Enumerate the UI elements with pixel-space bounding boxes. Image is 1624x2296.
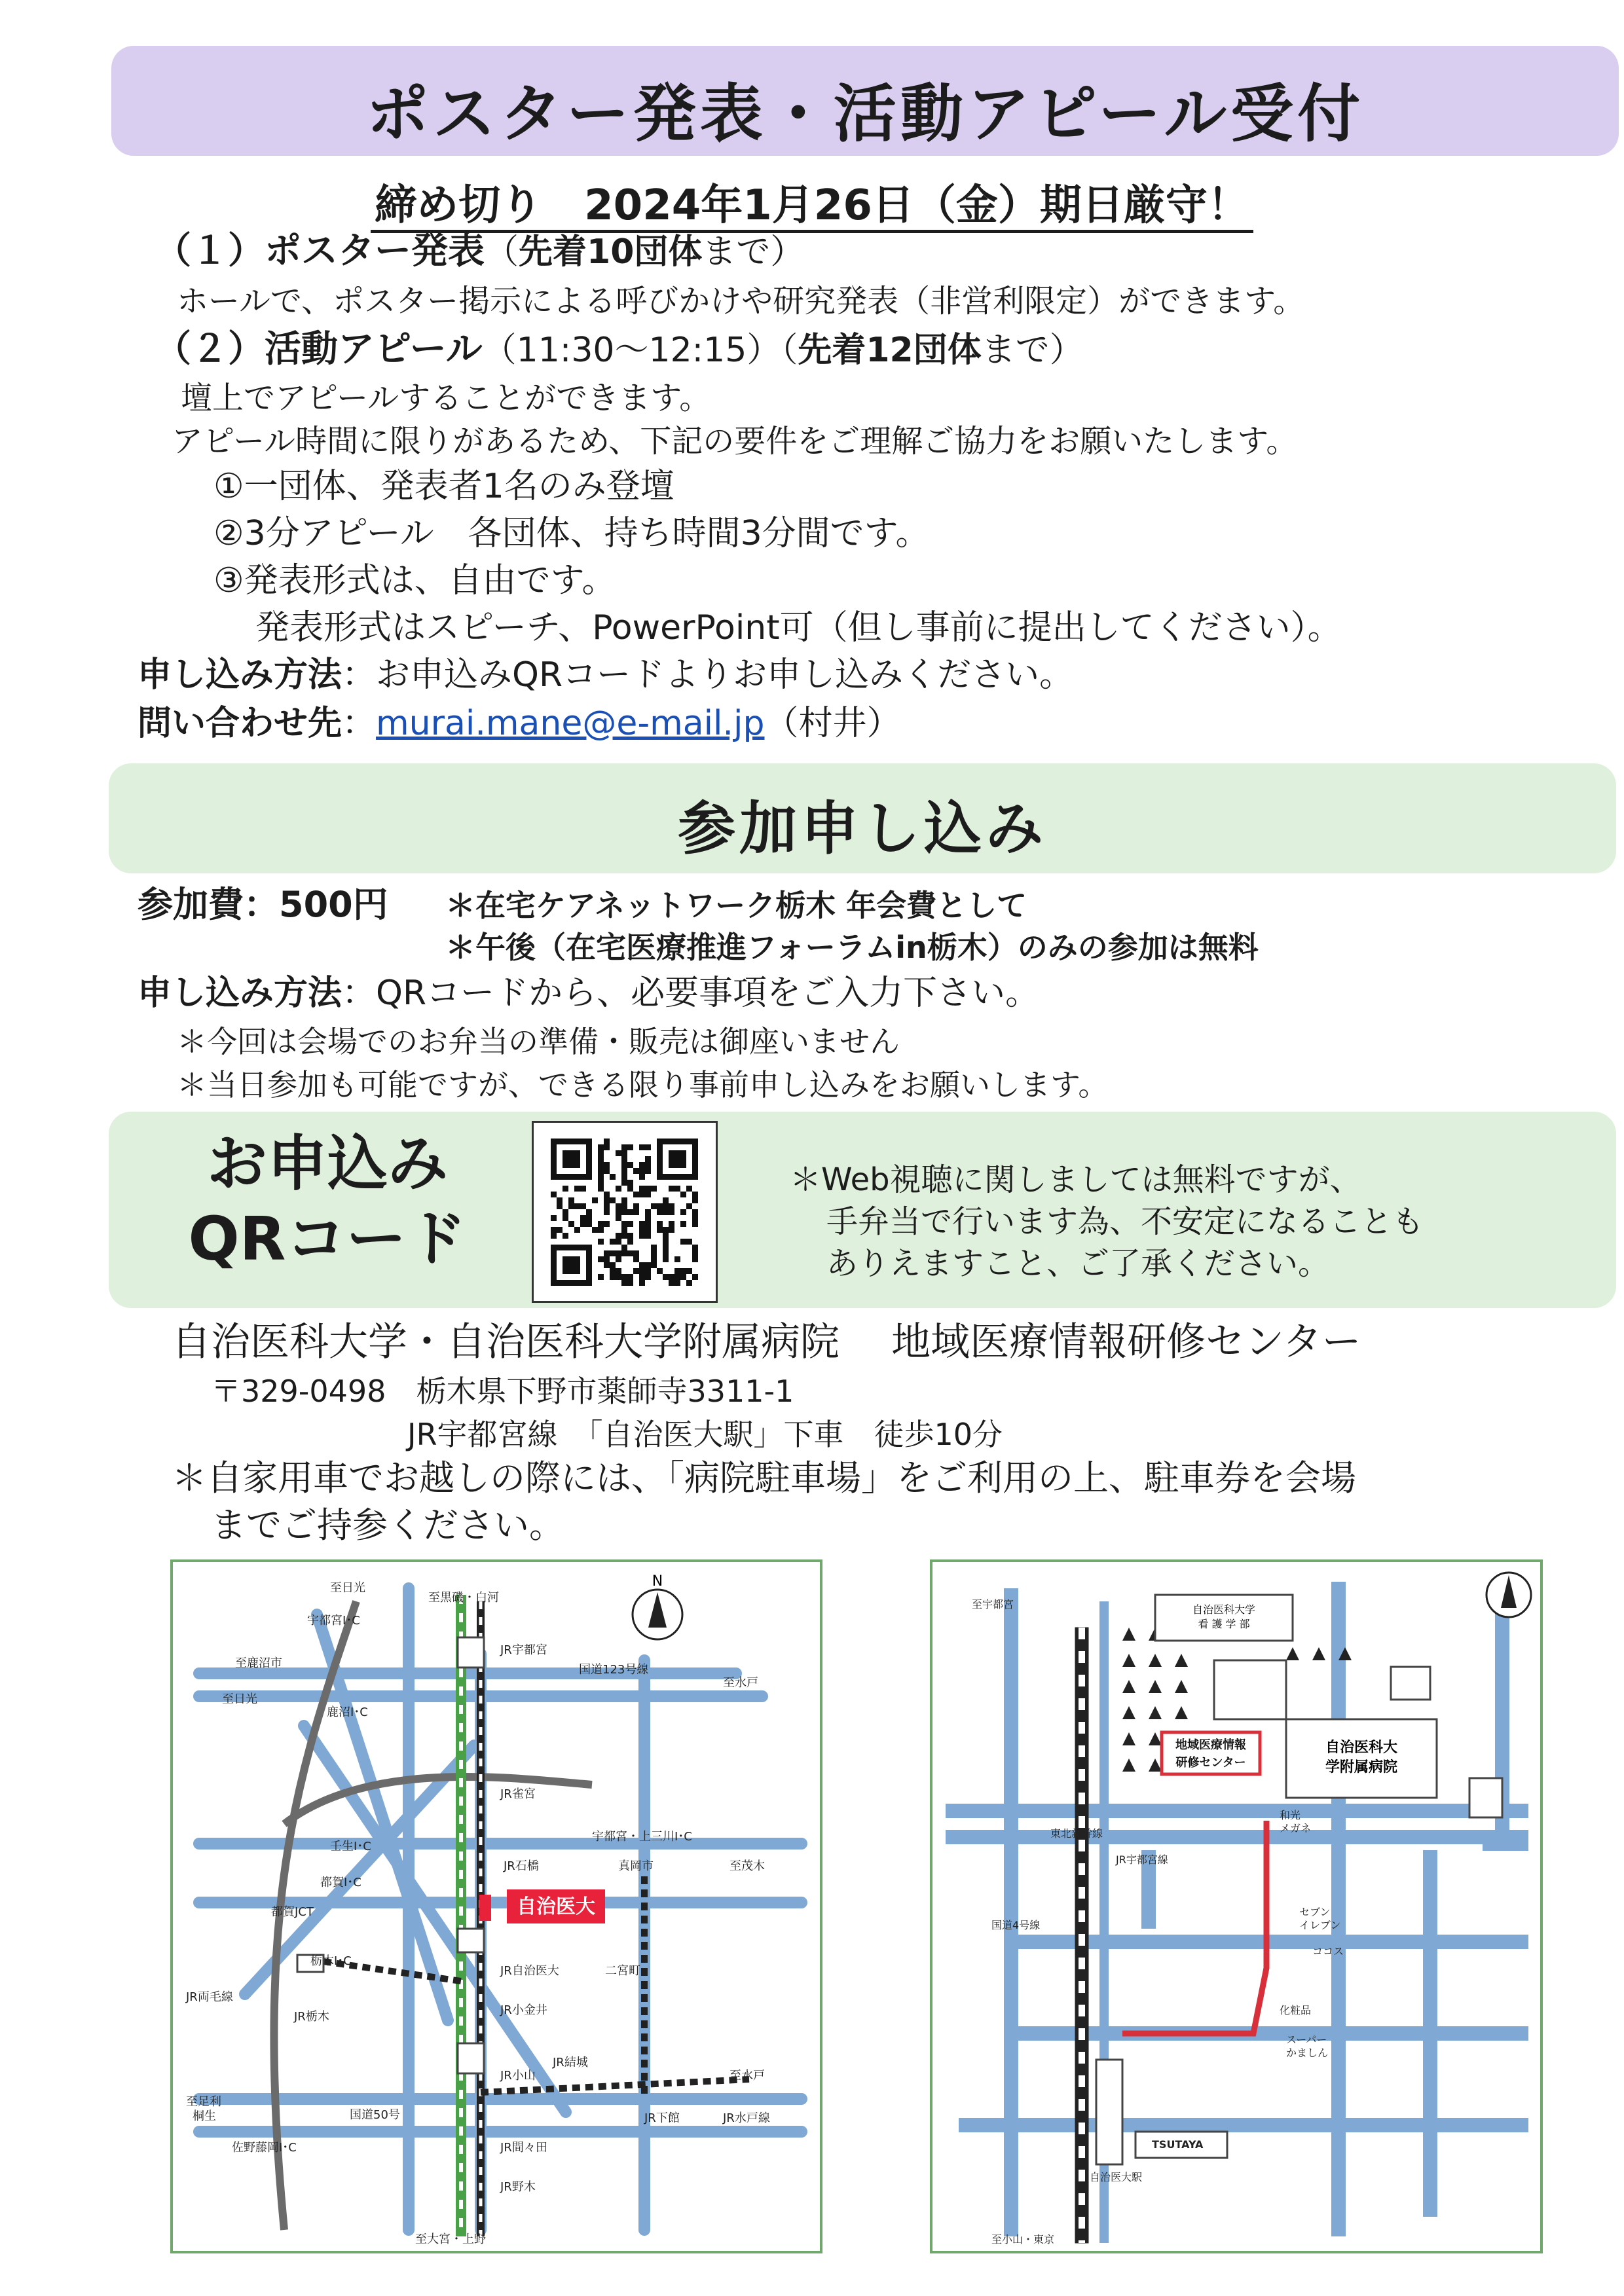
- svg-text:JR宇都宮線: JR宇都宮線: [1116, 1853, 1168, 1866]
- fee-label: 参加費：500円: [138, 884, 388, 925]
- svg-text:至宇都宮: 至宇都宮: [972, 1598, 1014, 1611]
- venue-name: 自治医科大学・自治医科大学附属病院 地域医療情報研修センター: [172, 1319, 1361, 1365]
- web-note-2: 手弁当で行います為、不安定になることも: [826, 1203, 1424, 1240]
- item1-heading-line: （１）ポスター発表（先着10団体まで）: [155, 230, 805, 272]
- svg-text:至水戸: 至水戸: [723, 1676, 758, 1690]
- svg-text:看 護 学 部: 看 護 学 部: [1198, 1618, 1250, 1630]
- svg-text:至水戸: 至水戸: [729, 2069, 765, 2083]
- requirement-1: ①一団体、発表者1名のみ登壇: [213, 467, 674, 506]
- deadline-notice: 締め切り 2024年1月26日（金）期日厳守！: [0, 172, 1624, 232]
- svg-text:セブン: セブン: [1299, 1906, 1331, 1918]
- registration-apply-line: 申し込み方法：QRコードから、必要事項をご入力下さい。: [138, 974, 1040, 1013]
- item2-heading-line: （２）活動アピール（11:30～12:15）（先着12団体まで）: [155, 328, 1084, 371]
- poster-section-banner: [111, 46, 1619, 156]
- regional-access-map: [170, 1559, 822, 2253]
- svg-text:至鹿沼市: 至鹿沼市: [235, 1656, 282, 1670]
- svg-text:国道123号線: 国道123号線: [579, 1663, 649, 1677]
- requirement-3: ③発表形式は、自由です。: [213, 561, 616, 600]
- svg-text:壬生I･C: 壬生I･C: [330, 1840, 371, 1853]
- parking-note-1: ＊自家用車でお越しの際には、「病院駐車場」をご利用の上、駐車券を会場: [172, 1457, 1356, 1499]
- svg-text:和光: 和光: [1280, 1809, 1301, 1821]
- svg-text:自治医科大: 自治医科大: [1325, 1740, 1398, 1756]
- fee-note-1: ＊在宅ケアネットワーク栃木 年会費として: [445, 888, 1027, 923]
- svg-text:真岡市: 真岡市: [618, 1859, 654, 1873]
- contact-line: 問い合わせ先：murai.mane@e-mail.jp（村井）: [138, 704, 901, 743]
- svg-text:二宮町: 二宮町: [605, 1964, 640, 1978]
- registration-note-2: ＊当日参加も可能ですが、できる限り事前申し込みをお願いします。: [177, 1067, 1109, 1102]
- svg-text:至黒磯・白河: 至黒磯・白河: [428, 1591, 499, 1605]
- svg-text:都賀JCT: 都賀JCT: [271, 1905, 314, 1919]
- map1-destination-label: 自治医大: [517, 1895, 595, 1918]
- svg-text:研修センター: 研修センター: [1175, 1756, 1246, 1770]
- svg-text:至小山・東京: 至小山・東京: [991, 2233, 1055, 2246]
- svg-text:国道50号: 国道50号: [350, 2108, 400, 2122]
- registration-section-banner: [109, 763, 1616, 873]
- svg-text:かましん: かましん: [1286, 2047, 1329, 2059]
- svg-text:都賀I･C: 都賀I･C: [320, 1876, 361, 1889]
- svg-text:至茂木: 至茂木: [729, 1859, 765, 1873]
- svg-text:N: N: [652, 1573, 663, 1590]
- svg-text:至日光: 至日光: [222, 1692, 257, 1706]
- poster-apply-line: 申し込み方法：お申込みQRコードよりお申し込みください。: [138, 655, 1074, 695]
- requirement-3-detail: 発表形式はスピーチ、PowerPoint可（但し事前に提出してください）。: [255, 608, 1342, 647]
- venue-access: JR宇都宮線 「自治医大駅」下車 徒歩10分: [407, 1417, 1003, 1452]
- svg-text:至足利: 至足利: [186, 2095, 221, 2109]
- svg-text:JR雀宮: JR雀宮: [500, 1787, 536, 1801]
- parking-note-2: までご持参ください。: [211, 1504, 564, 1546]
- svg-text:学附属病院: 学附属病院: [1325, 1759, 1398, 1776]
- svg-text:鹿沼I･C: 鹿沼I･C: [327, 1705, 368, 1719]
- svg-text:JR小金井: JR小金井: [500, 2003, 547, 2017]
- svg-text:桐生: 桐生: [193, 2109, 216, 2123]
- qr-label: お申込み QRコード: [188, 1129, 467, 1274]
- svg-text:佐野藤岡I･C: 佐野藤岡I･C: [232, 2141, 297, 2155]
- svg-text:スーパー: スーパー: [1286, 2033, 1327, 2046]
- svg-text:地域医療情報: 地域医療情報: [1175, 1738, 1246, 1752]
- svg-text:JR自治医大: JR自治医大: [500, 1964, 559, 1978]
- svg-text:ココス: ココス: [1312, 1945, 1344, 1958]
- svg-text:JR小山: JR小山: [500, 2069, 536, 2083]
- svg-text:JR野木: JR野木: [500, 2180, 536, 2194]
- svg-text:JR宇都宮: JR宇都宮: [500, 1643, 547, 1657]
- contact-email-link[interactable]: murai.mane@e-mail.jp: [376, 704, 765, 743]
- item2-body1: 壇上でアピールすることができます。: [181, 380, 711, 416]
- svg-text:JR両毛線: JR両毛線: [186, 1990, 233, 2004]
- svg-text:イレブン: イレブン: [1299, 1919, 1341, 1931]
- svg-text:至日光: 至日光: [330, 1581, 365, 1595]
- svg-text:東北新幹線: 東北新幹線: [1050, 1827, 1103, 1840]
- svg-text:自治医大駅: 自治医大駅: [1090, 2171, 1143, 2183]
- local-access-map: [930, 1559, 1543, 2253]
- svg-text:化粧品: 化粧品: [1280, 2004, 1312, 2016]
- svg-text:JR水戸線: JR水戸線: [723, 2111, 770, 2125]
- registration-section-title: 参加申し込み: [677, 795, 1047, 862]
- fee-note-2: ＊午後（在宅医療推進フォーラムin栃木）のみの参加は無料: [445, 930, 1259, 965]
- svg-text:JR間々田: JR間々田: [500, 2141, 547, 2155]
- svg-text:宇都宮・上三川I･C: 宇都宮・上三川I･C: [592, 1830, 692, 1844]
- svg-text:JR結城: JR結城: [553, 2056, 588, 2069]
- svg-text:メガネ: メガネ: [1280, 1822, 1312, 1834]
- item2-body2: アピール時間に限りがあるため、下記の要件をご理解ご協力をお願いたします。: [172, 423, 1298, 460]
- poster-section-title: ポスター発表・活動アピール受付: [365, 77, 1365, 151]
- registration-note-1: ＊今回は会場でのお弁当の準備・販売は御座いません: [177, 1024, 900, 1059]
- svg-text:JR栃木: JR栃木: [294, 2010, 329, 2024]
- svg-text:JR下館: JR下館: [644, 2111, 680, 2125]
- svg-text:宇都宮I･C: 宇都宮I･C: [307, 1614, 360, 1628]
- venue-address: 〒329-0498 栃木県下野市薬師寺3311-1: [211, 1374, 794, 1409]
- item1-body: ホールで、ポスター掲示による呼びかけや研究発表（非営利限定）ができます。: [177, 283, 1305, 319]
- requirement-2: ②3分アピール 各団体、持ち時間3分間です。: [213, 514, 930, 553]
- web-note-3: ありえますこと、ご了承ください。: [826, 1245, 1330, 1282]
- qr-code[interactable]: [532, 1121, 718, 1303]
- web-note-1: ＊Web視聴に関しましては無料ですが、: [790, 1161, 1361, 1198]
- svg-text:国道4号線: 国道4号線: [991, 1919, 1041, 1931]
- svg-text:TSUTAYA: TSUTAYA: [1152, 2138, 1204, 2151]
- svg-text:栃木I･C: 栃木I･C: [310, 1954, 352, 1968]
- svg-text:JR石橋: JR石橋: [504, 1859, 539, 1873]
- svg-text:至大宮・上野: 至大宮・上野: [415, 2232, 486, 2246]
- svg-text:自治医科大学: 自治医科大学: [1192, 1603, 1256, 1616]
